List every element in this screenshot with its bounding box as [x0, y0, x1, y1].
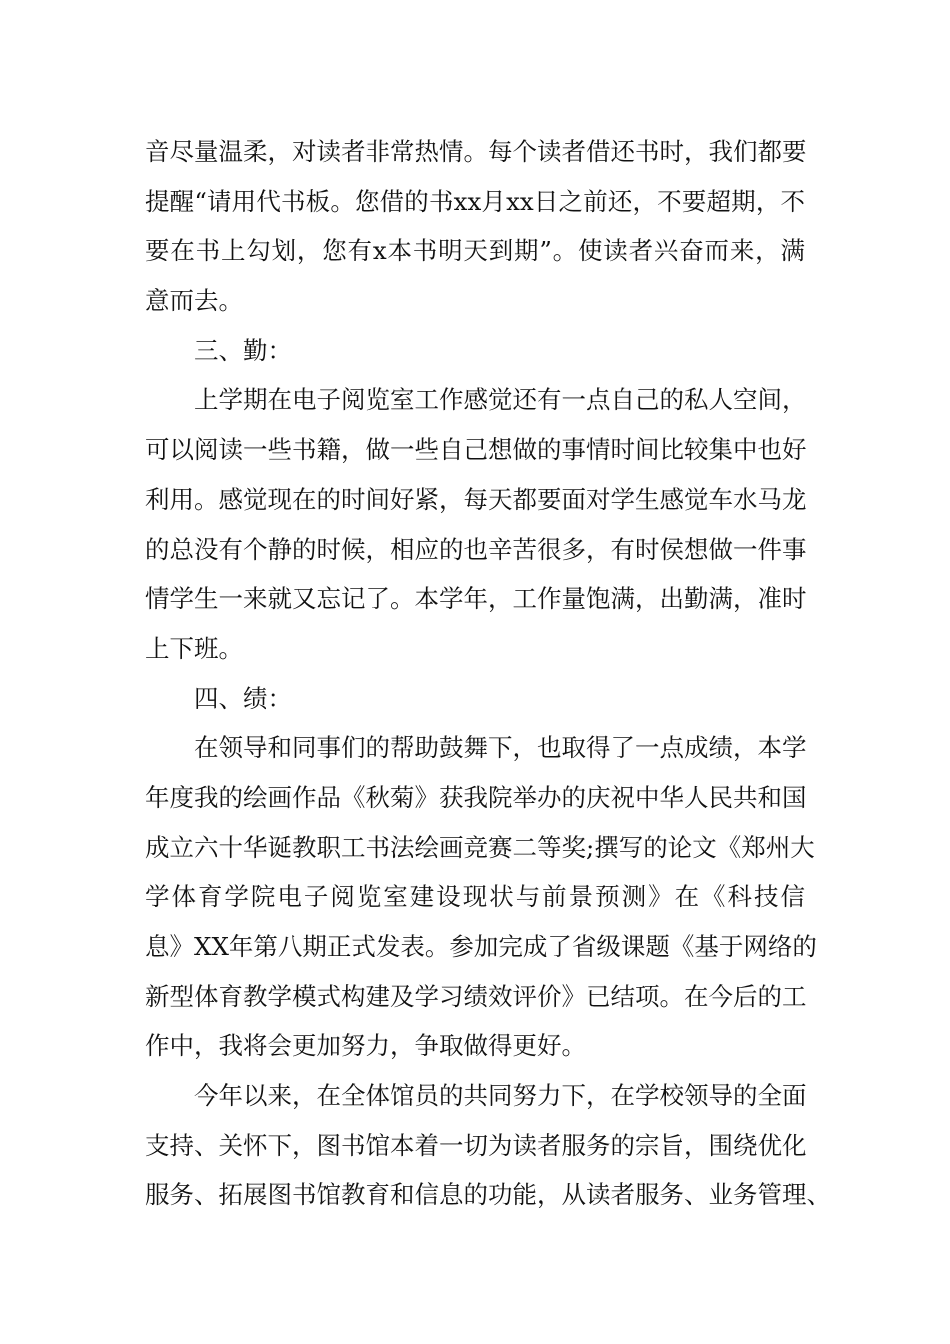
- section-heading: 三、勤：: [194, 335, 292, 365]
- paragraph-line: 服务、拓展图书馆教育和信息的功能，从读者服务、业务管理、: [145, 1180, 831, 1210]
- paragraph-line: 上下班。: [145, 633, 243, 663]
- paragraph-line: 成立六十华诞教职工书法绘画竞赛二等奖;撰写的论文《郑州大: [145, 832, 815, 862]
- paragraph-line: 息》XX年第八期正式发表。参加完成了省级课题《基于网络的: [145, 932, 817, 961]
- paragraph-line: 可以阅读一些书籍，做一些自己想做的事情时间比较集中也好: [145, 435, 807, 465]
- paragraph-line: 提醒“请用代书板。您借的书xx月xx日之前还，不要超期，不: [145, 186, 805, 216]
- document-body: [145, 127, 831, 1220]
- paragraph-line: 在领导和同事们的帮助鼓舞下，也取得了一点成绩，本学: [194, 733, 807, 763]
- paragraph-line: 支持、关怀下，图书馆本着一切为读者服务的宗旨，围绕优化: [145, 1130, 807, 1160]
- paragraph-line: 的总没有个静的时候，相应的也辛苦很多，有时侯想做一件事: [145, 534, 807, 564]
- paragraph-line: 情学生一来就又忘记了。本学年，工作量饱满，出勤满，准时: [145, 584, 807, 614]
- paragraph-line: 上学期在电子阅览室工作感觉还有一点自己的私人空间，: [194, 385, 807, 415]
- paragraph-line: 意而去。: [145, 286, 243, 316]
- paragraph-line: 作中，我将会更加努力，争取做得更好。: [145, 1031, 586, 1061]
- paragraph-line: 利用。感觉现在的时间好紧，每天都要面对学生感觉车水马龙: [145, 484, 807, 514]
- paragraph-line: 年度我的绘画作品《秋菊》获我院举办的庆祝中华人民共和国: [145, 782, 807, 812]
- section-heading: 四、绩：: [194, 683, 292, 713]
- paragraph-line: 新型体育教学模式构建及学习绩效评价》已结项。在今后的工: [145, 981, 807, 1011]
- paragraph-line: 音尽量温柔，对读者非常热情。每个读者借还书时，我们都要: [145, 137, 807, 166]
- paragraph-line: 学体育学院电子阅览室建设现状与前景预测》在《科技信: [145, 882, 805, 912]
- paragraph-line: 今年以来，在全体馆员的共同努力下，在学校领导的全面: [194, 1081, 807, 1111]
- paragraph-line: 要在书上勾划，您有x本书明天到期”。使读者兴奋而来，满: [145, 236, 805, 266]
